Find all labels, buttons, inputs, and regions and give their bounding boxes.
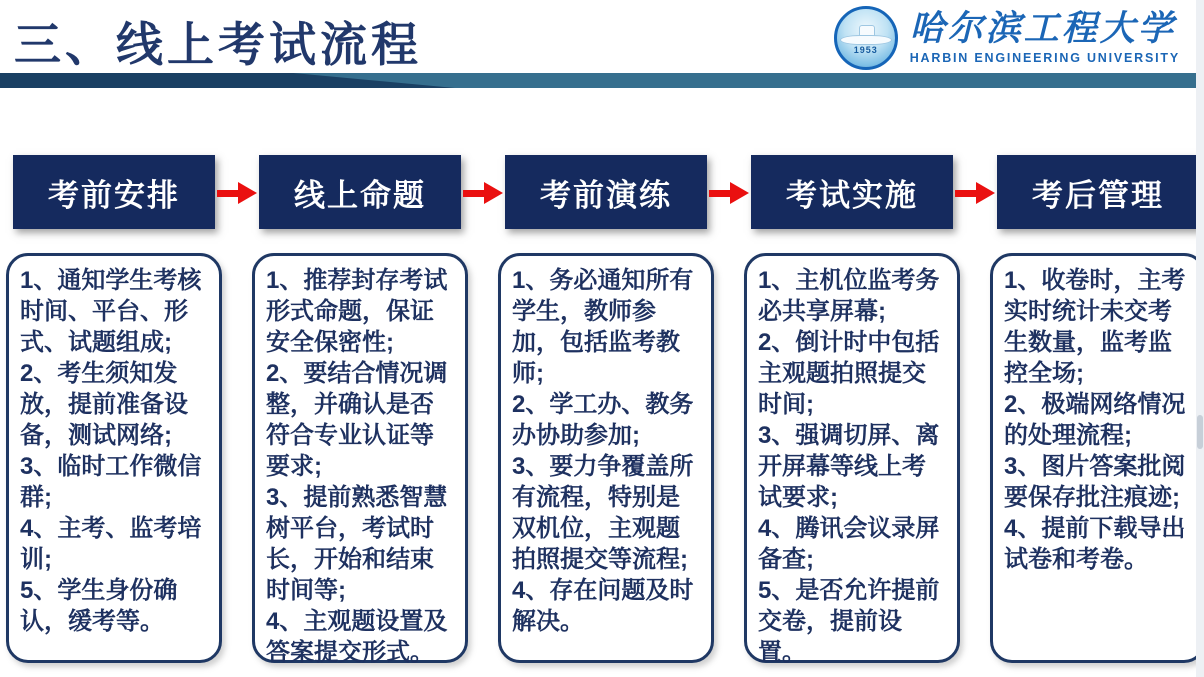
stage-item: 4、提前下载导出试卷和考卷。: [1004, 515, 1186, 573]
stage-item: 2、倒计时中包括主观题拍照提交时间;: [758, 329, 940, 418]
university-name-cn: 哈尔滨工程大学: [909, 8, 1176, 50]
exam-process-flow: [6, 155, 1204, 666]
stage-item: 2、极端网络情况的处理流程;: [1004, 391, 1186, 449]
flow-arrow-icon: [709, 182, 749, 204]
stage-content-pre-exam-arrangement: [6, 253, 222, 663]
stage-item: 4、腾讯会议录屏备查;: [758, 515, 940, 573]
stage-header-pre-exam-drill: 考前演练: [505, 155, 707, 229]
stage-item: 1、推荐封存考试形式命题，保证安全保密性;: [266, 267, 448, 356]
stage-item: 1、收卷时，主考实时统计未交考生数量，监考监控全场;: [1004, 267, 1186, 387]
university-seal-icon: [834, 6, 898, 70]
stage-item: 5、是否允许提前交卷，提前设置。: [758, 577, 940, 666]
badge-year: 1953: [853, 44, 878, 55]
stage-item: 3、强调切屏、离开屏幕等线上考试要求;: [758, 422, 940, 511]
flow-arrow-icon: [955, 182, 995, 204]
stage-header-pre-exam-arrangement: 考前安排: [13, 155, 215, 229]
stage-content-exam-implementation: [744, 253, 960, 666]
stage-content-post-exam-management: [990, 253, 1204, 663]
stage-item: 2、学工办、教务办协助参加;: [512, 391, 694, 449]
stage-item: 4、主观题设置及答案提交形式。: [266, 608, 448, 666]
stage-exam-implementation: [744, 155, 960, 666]
flow-arrow-icon: [463, 182, 503, 204]
university-logo: [834, 6, 1180, 70]
stage-item: 4、存在问题及时解决。: [512, 577, 694, 635]
stage-pre-exam-arrangement: [6, 155, 222, 663]
badge-building-bar-icon: [840, 35, 892, 46]
stage-header-post-exam-management: 考后管理: [997, 155, 1199, 229]
stage-item: 3、要力争覆盖所有流程，特别是双机位，主观题拍照提交等流程;: [512, 453, 694, 573]
stage-content-pre-exam-drill: [498, 253, 714, 663]
stage-content-online-question-setting: [252, 253, 468, 666]
stage-item: 2、要结合情况调整，并确认是否符合专业认证等要求;: [266, 360, 448, 480]
stage-online-question-setting: [252, 155, 468, 666]
university-name-block: [909, 8, 1180, 65]
university-name-en: HARBIN ENGINEERING UNIVERSITY: [909, 50, 1180, 65]
stage-item: 3、图片答案批阅要保存批注痕迹;: [1004, 453, 1186, 511]
stage-item: 3、提前熟悉智慧树平台，考试时长，开始和结束时间等;: [266, 484, 448, 604]
title-underline-band-dark-wedge: [0, 73, 1197, 88]
stage-item: 1、通知学生考核时间、平台、形式、试题组成;: [20, 267, 202, 356]
stage-header-exam-implementation: 考试实施: [751, 155, 953, 229]
stage-item: 1、务必通知所有学生，教师参加，包括监考教师;: [512, 267, 694, 387]
page-title: 三、线上考试流程: [14, 18, 422, 71]
stage-item: 4、主考、监考培训;: [20, 515, 202, 573]
stage-item: 3、临时工作微信群;: [20, 453, 202, 511]
stage-post-exam-management: [990, 155, 1204, 663]
stage-item: 5、学生身份确认，缓考等。: [20, 577, 178, 635]
stage-item: 2、考生须知发放，提前准备设备，测试网络;: [20, 360, 188, 449]
flow-arrow-icon: [217, 182, 257, 204]
title-underline-band: [0, 73, 1197, 88]
stage-item: 1、主机位监考务必共享屏幕;: [758, 267, 940, 325]
stage-pre-exam-drill: [498, 155, 714, 663]
scrollbar[interactable]: [1196, 0, 1204, 677]
stage-header-online-question-setting: 线上命题: [259, 155, 461, 229]
scrollbar-thumb[interactable]: [1197, 415, 1203, 449]
